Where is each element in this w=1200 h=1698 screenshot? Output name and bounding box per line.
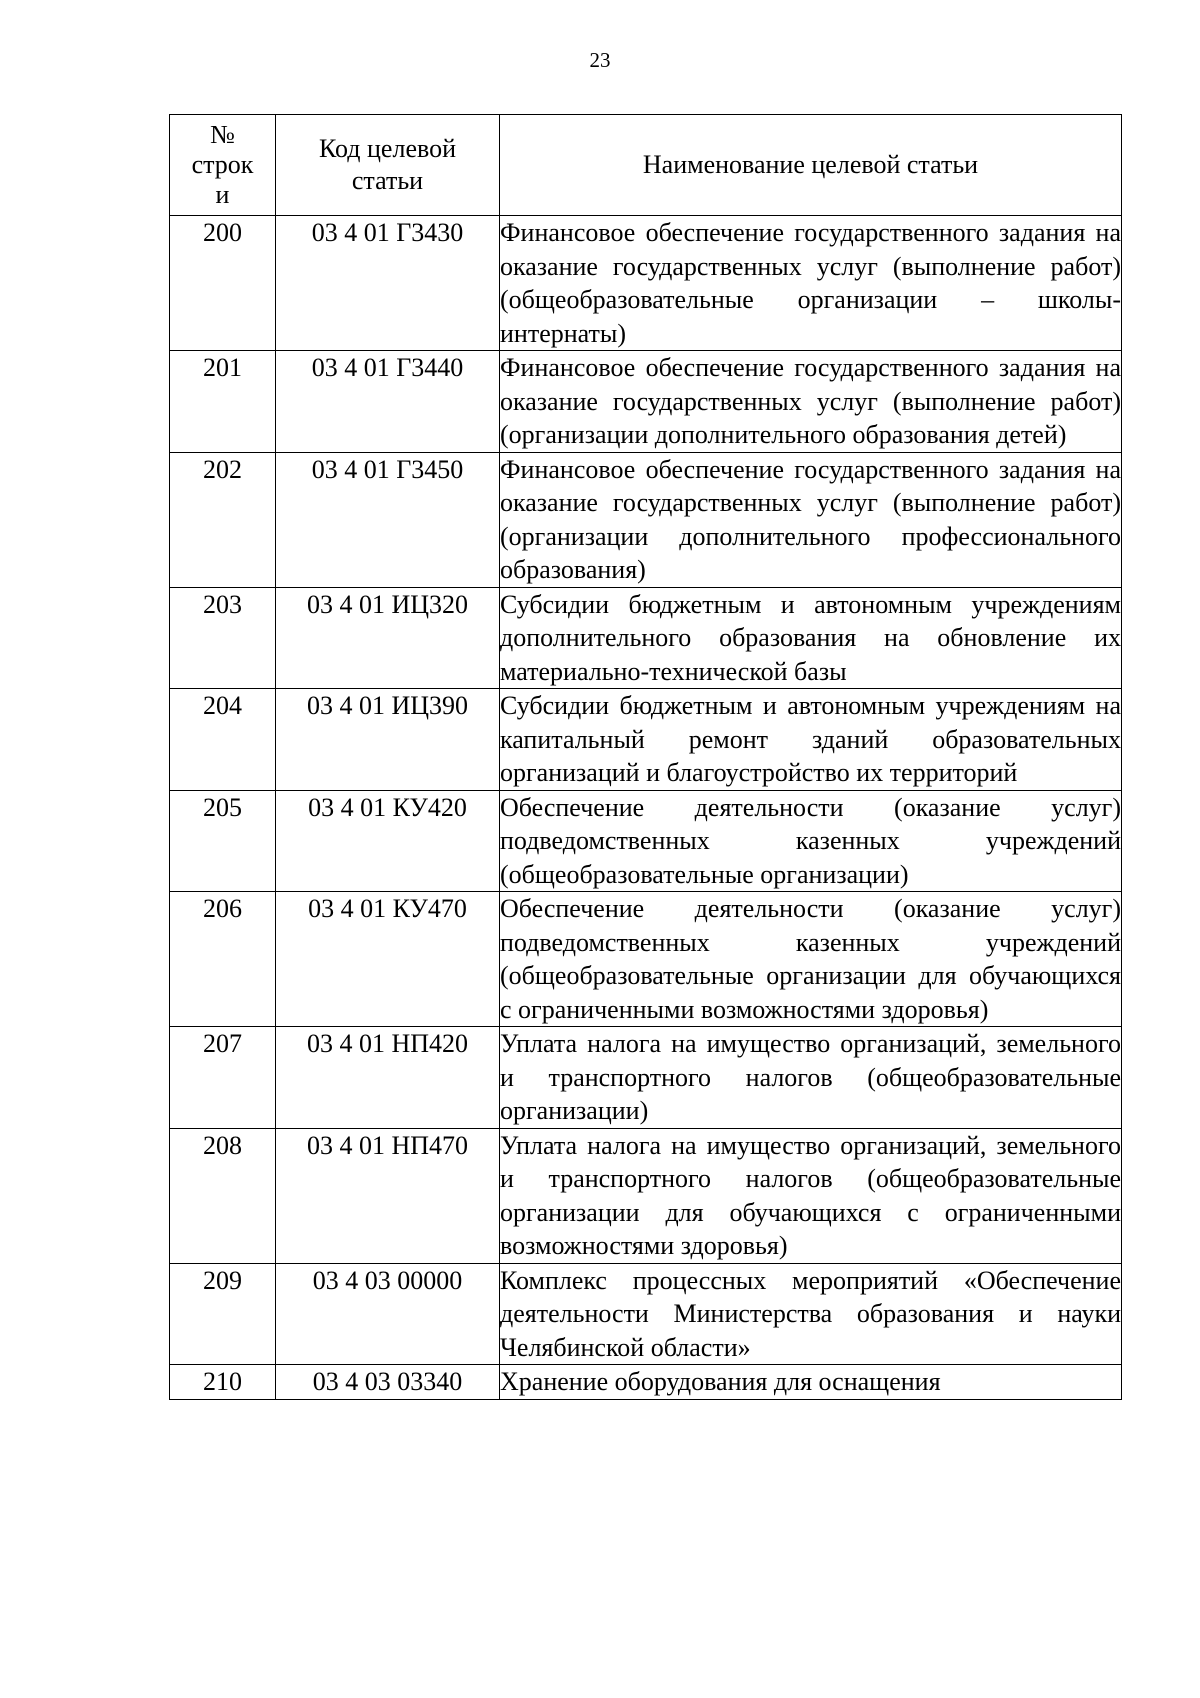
header-target-code-line1: Код целевой <box>318 134 456 163</box>
target-name: Обеспечение деятельности (оказание услуг) подведомственных казенных учреждений (общеобразовательные организации для обучающихся с ограниченными возможностями здоровья) <box>500 892 1122 1027</box>
target-code: 03 4 01 Г3450 <box>276 452 500 587</box>
target-code: 03 4 01 НП420 <box>276 1027 500 1129</box>
row-number: 204 <box>170 689 276 791</box>
target-name: Уплата налога на имущество организаций, земельного и транспортного налогов (общеобразовательные организации) <box>500 1027 1122 1129</box>
target-code: 03 4 03 00000 <box>276 1263 500 1365</box>
header-row-number <box>170 115 276 216</box>
target-name: Комплекс процессных мероприятий «Обеспечение деятельности Министерства образования и науки Челябинской области» <box>500 1263 1122 1365</box>
target-name: Финансовое обеспечение государственного задания на оказание государственных услуг (выполнение работ) (организации дополнительного профессионального образования) <box>500 452 1122 587</box>
target-code: 03 4 01 НП470 <box>276 1128 500 1263</box>
row-number: 205 <box>170 790 276 892</box>
table-row <box>170 216 1122 351</box>
target-code: 03 4 01 Г3440 <box>276 351 500 453</box>
row-number: 203 <box>170 587 276 689</box>
row-number: 207 <box>170 1027 276 1129</box>
target-code: 03 4 01 КУ420 <box>276 790 500 892</box>
header-target-code-line2: статьи <box>351 166 424 195</box>
table-row <box>170 892 1122 1027</box>
table-row <box>170 1263 1122 1365</box>
row-number: 202 <box>170 452 276 587</box>
target-name: Субсидии бюджетным и автономным учреждениям на капитальный ремонт зданий образовательных организаций и благоустройство их территорий <box>500 689 1122 791</box>
table-row <box>170 790 1122 892</box>
table-row <box>170 1365 1122 1400</box>
target-code: 03 4 01 Г3430 <box>276 216 500 351</box>
header-row-number-line2: строк <box>191 150 254 179</box>
header-target-name: Наименование целевой статьи <box>500 115 1122 216</box>
table-row <box>170 1128 1122 1263</box>
row-number: 208 <box>170 1128 276 1263</box>
table-row <box>170 1027 1122 1129</box>
target-code: 03 4 01 КУ470 <box>276 892 500 1027</box>
header-row-number-line3: и <box>215 180 230 209</box>
target-code: 03 4 01 ИЦ320 <box>276 587 500 689</box>
page-number: 23 <box>589 48 611 72</box>
target-name: Уплата налога на имущество организаций, земельного и транспортного налогов (общеобразовательные организации для обучающихся с ограниченными возможностями здоровья) <box>500 1128 1122 1263</box>
target-name: Финансовое обеспечение государственного задания на оказание государственных услуг (выполнение работ) (организации дополнительного образования детей) <box>500 351 1122 453</box>
target-code: 03 4 03 03340 <box>276 1365 500 1400</box>
row-number: 201 <box>170 351 276 453</box>
target-name: Обеспечение деятельности (оказание услуг) подведомственных казенных учреждений (общеобразовательные организации) <box>500 790 1122 892</box>
header-row-number-line1: № <box>210 120 235 149</box>
target-code: 03 4 01 ИЦ390 <box>276 689 500 791</box>
table-row <box>170 689 1122 791</box>
target-name: Финансовое обеспечение государственного задания на оказание государственных услуг (выполнение работ) (общеобразовательные организации – школы-интернаты) <box>500 216 1122 351</box>
target-name: Субсидии бюджетным и автономным учреждениям дополнительного образования на обновление их материально-технической базы <box>500 587 1122 689</box>
row-number: 206 <box>170 892 276 1027</box>
row-number: 200 <box>170 216 276 351</box>
target-name: Хранение оборудования для оснащения <box>500 1365 1122 1400</box>
table-header-row <box>170 115 1122 216</box>
table-row <box>170 351 1122 453</box>
header-target-code <box>276 115 500 216</box>
table-row <box>170 452 1122 587</box>
row-number: 209 <box>170 1263 276 1365</box>
target-articles-table <box>169 114 1122 1400</box>
table-row <box>170 587 1122 689</box>
row-number: 210 <box>170 1365 276 1400</box>
